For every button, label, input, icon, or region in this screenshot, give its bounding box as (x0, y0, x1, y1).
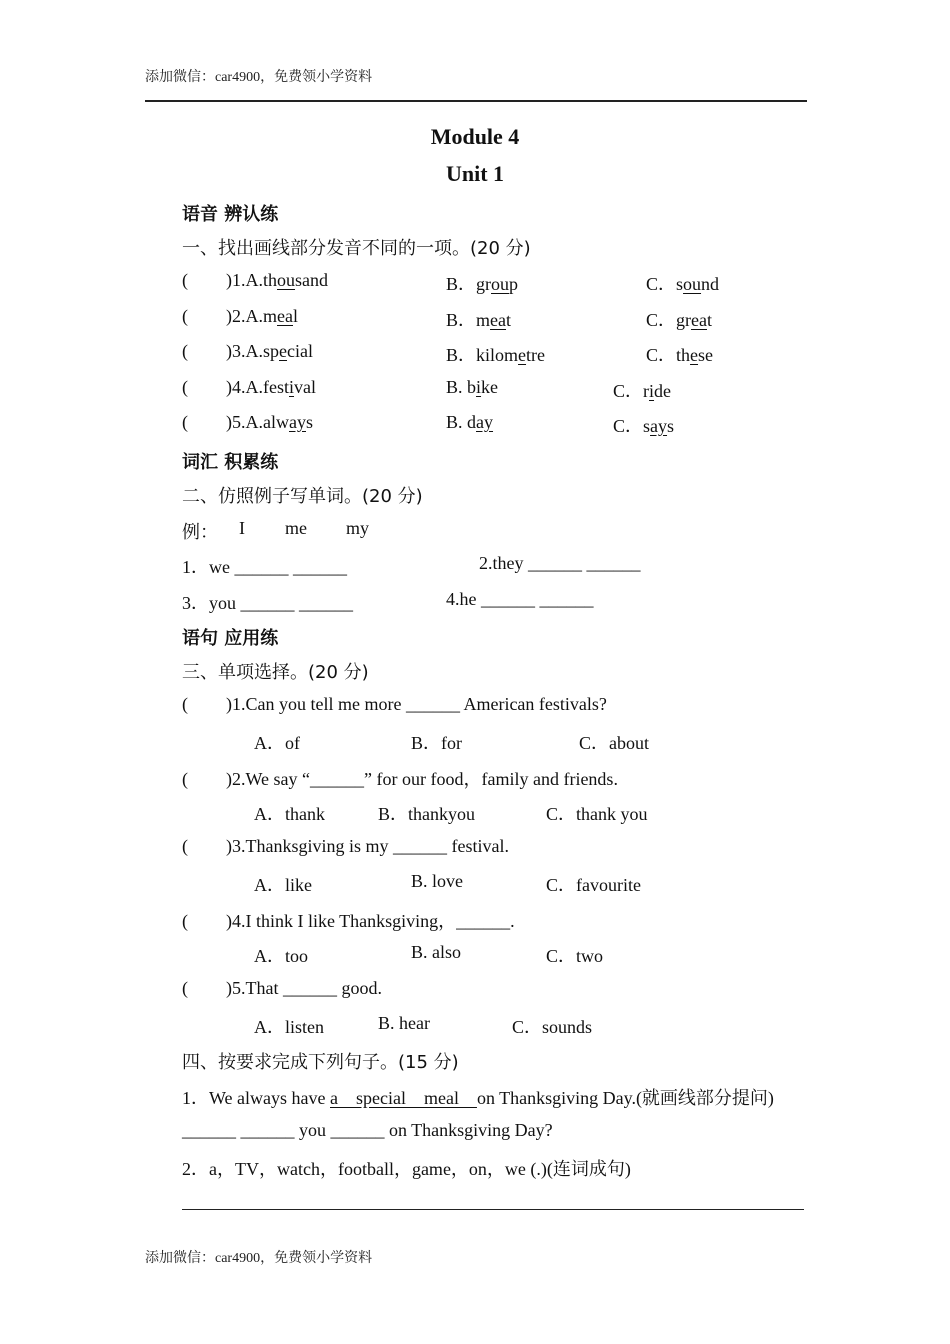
mc-option: A．listen (254, 1017, 324, 1037)
option-a: ( )3.A.special (182, 341, 313, 361)
option-b: B．meat (446, 310, 512, 330)
section3-instruction: 三、单项选择。(20 分) (182, 662, 369, 683)
example-word-2: me (285, 518, 307, 538)
answer-paren: ( (182, 694, 188, 714)
rewrite-answer-line: ______ ______ you ______ on Thanksgiving Day? (182, 1120, 553, 1140)
option-b: B．kilometre (446, 345, 546, 365)
q1-suffix: on Thanksgiving Day.(就画线部分提问) (476, 1088, 774, 1108)
answer-paren: ( (182, 412, 188, 432)
option-a: ( )1.A.thousand (182, 270, 329, 290)
answer-paren: ( (182, 836, 188, 856)
option-c: C．sound (646, 274, 720, 294)
q1-underlined-phrase: a special meal (330, 1088, 477, 1108)
mc-option: B．for (411, 733, 462, 753)
mc-question-stem: ( )2.We say “______” for our food，family and friends. (182, 769, 618, 789)
mc-question-stem: ( )5.That ______ good. (182, 978, 382, 998)
word-item-2: 2.they ______ ______ (479, 553, 641, 573)
section3-heading: 语句 应用练 (182, 628, 279, 649)
rewrite-question-1 (182, 1084, 774, 1110)
mc-question-stem: ( )3.Thanksgiving is my ______ festival. (182, 836, 509, 856)
section2-instruction: 二、仿照例子写单词。(20 分) (182, 486, 423, 507)
mc-option: A．of (254, 733, 300, 753)
option-c: C．ride (613, 381, 672, 401)
word-item-4: 4.he ______ ______ (446, 589, 594, 609)
answer-paren: ( (182, 911, 188, 931)
option-a: ( )4.A.festival (182, 377, 317, 397)
mc-question-stem: ( )1.Can you tell me more ______ American festivals? (182, 694, 607, 714)
mc-option: B. hear (378, 1013, 430, 1033)
mc-option: B．thankyou (378, 804, 475, 824)
option-a: ( )2.A.meal (182, 306, 299, 326)
section1-heading: 语音 辨认练 (182, 204, 279, 225)
answer-blank-line (182, 1209, 804, 1210)
mc-option: C．two (546, 946, 604, 966)
mc-option: A．thank (254, 804, 325, 824)
answer-paren: ( (182, 769, 188, 789)
option-b: B. bike (446, 377, 499, 397)
module-title: Module 4 (430, 124, 520, 149)
unit-title: Unit 1 (445, 161, 505, 186)
section4-instruction: 四、按要求完成下列句子。(15 分) (182, 1052, 459, 1073)
answer-paren: ( (182, 306, 188, 326)
footer-note: 添加微信：car4900，免费领小学资料 (145, 1251, 373, 1266)
word-item-3: 3．you ______ ______ (182, 593, 353, 613)
header-divider (145, 100, 807, 102)
example-label: 例： (182, 522, 218, 542)
option-c: C．great (646, 310, 713, 330)
option-b: B．group (446, 274, 519, 294)
rewrite-question-2: 2．a，TV，watch，football，game，on，we (.)(连词成句) (182, 1159, 631, 1179)
mc-option: B. love (411, 871, 463, 891)
answer-paren: ( (182, 377, 188, 397)
example-word-1: I (239, 518, 245, 538)
option-c: C．says (613, 416, 675, 436)
option-b: B. day (446, 412, 494, 432)
option-a: ( )5.A.always (182, 412, 314, 432)
section1-instruction: 一、找出画线部分发音不同的一项。(20 分) (182, 238, 531, 259)
mc-option: C．favourite (546, 875, 641, 895)
mc-option: A．like (254, 875, 312, 895)
mc-option: A．too (254, 946, 308, 966)
option-c: C．these (646, 345, 714, 365)
word-item-1: 1．we ______ ______ (182, 557, 347, 577)
mc-option: C．about (579, 733, 649, 753)
mc-option: C．sounds (512, 1017, 593, 1037)
answer-paren: ( (182, 270, 188, 290)
mc-option: C．thank you (546, 804, 648, 824)
mc-option: B. also (411, 942, 462, 962)
example-word-3: my (346, 518, 370, 538)
mc-question-stem: ( )4.I think I like Thanksgiving，______. (182, 911, 515, 931)
q1-prefix: 1．We always have (182, 1088, 330, 1108)
section2-heading: 词汇 积累练 (182, 452, 279, 473)
answer-paren: ( (182, 341, 188, 361)
answer-paren: ( (182, 978, 188, 998)
header-note: 添加微信：car4900，免费领小学资料 (145, 70, 373, 85)
